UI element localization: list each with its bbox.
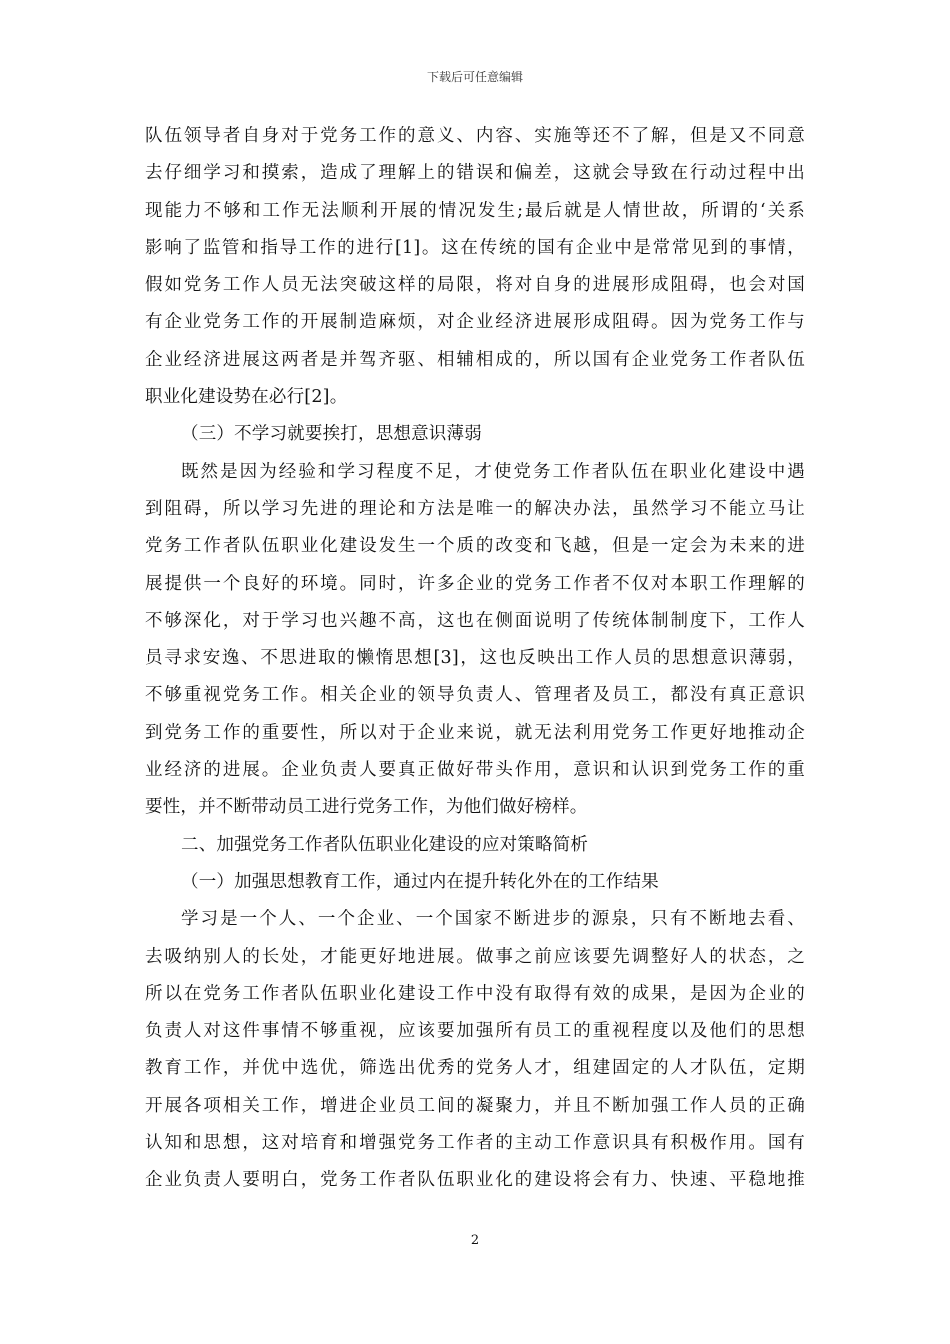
text-line: 职业化建设势在必行[2]。 xyxy=(145,387,348,408)
text-line: 学习是一个人、一个企业、一个国家不断进步的源泉，只有不断地去看、 xyxy=(181,909,805,930)
text-line: 认知和思想，这对培育和增强党务工作者的主动工作意识具有积极作用。国有 xyxy=(145,1133,805,1154)
text-line: 企业负责人要明白，党务工作者队伍职业化的建设将会有力、快速、平稳地推 xyxy=(145,1170,805,1191)
text-line: 不够重视党务工作。相关企业的领导负责人、管理者及员工，都没有真正意识 xyxy=(145,685,805,706)
text-line: 到阻碍，所以学习先进的理论和方法是唯一的解决办法，虽然学习不能立马让 xyxy=(145,498,805,519)
text-line: 党务工作者队伍职业化建设发生一个质的改变和飞越，但是一定会为未来的进 xyxy=(145,536,805,557)
text-line: 不够深化，对于学习也兴趣不高，这也在侧面说明了传统体制制度下，工作人 xyxy=(145,610,805,631)
text-line: 负责人对这件事情不够重视，应该要加强所有员工的重视程度以及他们的思想 xyxy=(145,1021,805,1042)
text-line: 开展各项相关工作，增进企业员工间的凝聚力，并且不断加强工作人员的正确 xyxy=(145,1095,805,1116)
text-line: 影响了监管和指导工作的进行[1]。这在传统的国有企业中是常常见到的事情， xyxy=(145,237,805,258)
text-line: 所以在党务工作者队伍职业化建设工作中没有取得有效的成果，是因为企业的 xyxy=(145,983,805,1004)
section-subheading: （三）不学习就要挨打，思想意识薄弱 xyxy=(181,424,482,445)
text-line: 队伍领导者自身对于党务工作的意义、内容、实施等还不了解，但是又不同意 xyxy=(145,126,805,146)
page-number: 2 xyxy=(470,1233,480,1248)
text-line: 员寻求安逸、不思进取的懒惰思想[3]，这也反映出工作人员的思想意识薄弱， xyxy=(145,648,805,669)
body-text xyxy=(145,118,805,1200)
page-header: 下载后可任意编辑 xyxy=(426,70,523,84)
text-line: 去吸纳别人的长处，才能更好地进展。做事之前应该要先调整好人的状态，之 xyxy=(145,946,805,967)
text-line: 要性，并不断带动员工进行党务工作，为他们做好榜样。 xyxy=(145,797,588,818)
text-line: 假如党务工作人员无法突破这样的局限，将对自身的进展形成阻碍，也会对国 xyxy=(145,275,805,296)
section-heading: 二、加强党务工作者队伍职业化建设的应对策略简析 xyxy=(181,834,589,855)
text-line: 展提供一个良好的环境。同时，许多企业的党务工作者不仅对本职工作理解的 xyxy=(145,573,805,594)
text-line: 现能力不够和工作无法顺利开展的情况发生;最后就是人情世故，所谓的‘关系 xyxy=(145,200,805,221)
text-line: 既然是因为经验和学习程度不足，才使党务工作者队伍在职业化建设中遇 xyxy=(181,461,805,482)
text-line: 教育工作，并优中选优，筛选出优秀的党务人才，组建固定的人才队伍，定期 xyxy=(145,1058,805,1079)
text-line: 去仔细学习和摸索，造成了理解上的错误和偏差，这就会导致在行动过程中出 xyxy=(145,163,805,184)
section-subheading: （一）加强思想教育工作，通过内在提升转化外在的工作结果 xyxy=(181,871,659,892)
text-line: 有企业党务工作的开展制造麻烦，对企业经济进展形成阻碍。因为党务工作与 xyxy=(145,312,805,333)
text-line: 到党务工作的重要性，所以对于企业来说，就无法利用党务工作更好地推动企 xyxy=(145,722,805,743)
text-line: 企业经济进展这两者是并驾齐驱、相辅相成的，所以国有企业党务工作者队伍 xyxy=(145,349,805,370)
text-line: 业经济的进展。企业负责人要真正做好带头作用，意识和认识到党务工作的重 xyxy=(145,760,805,781)
